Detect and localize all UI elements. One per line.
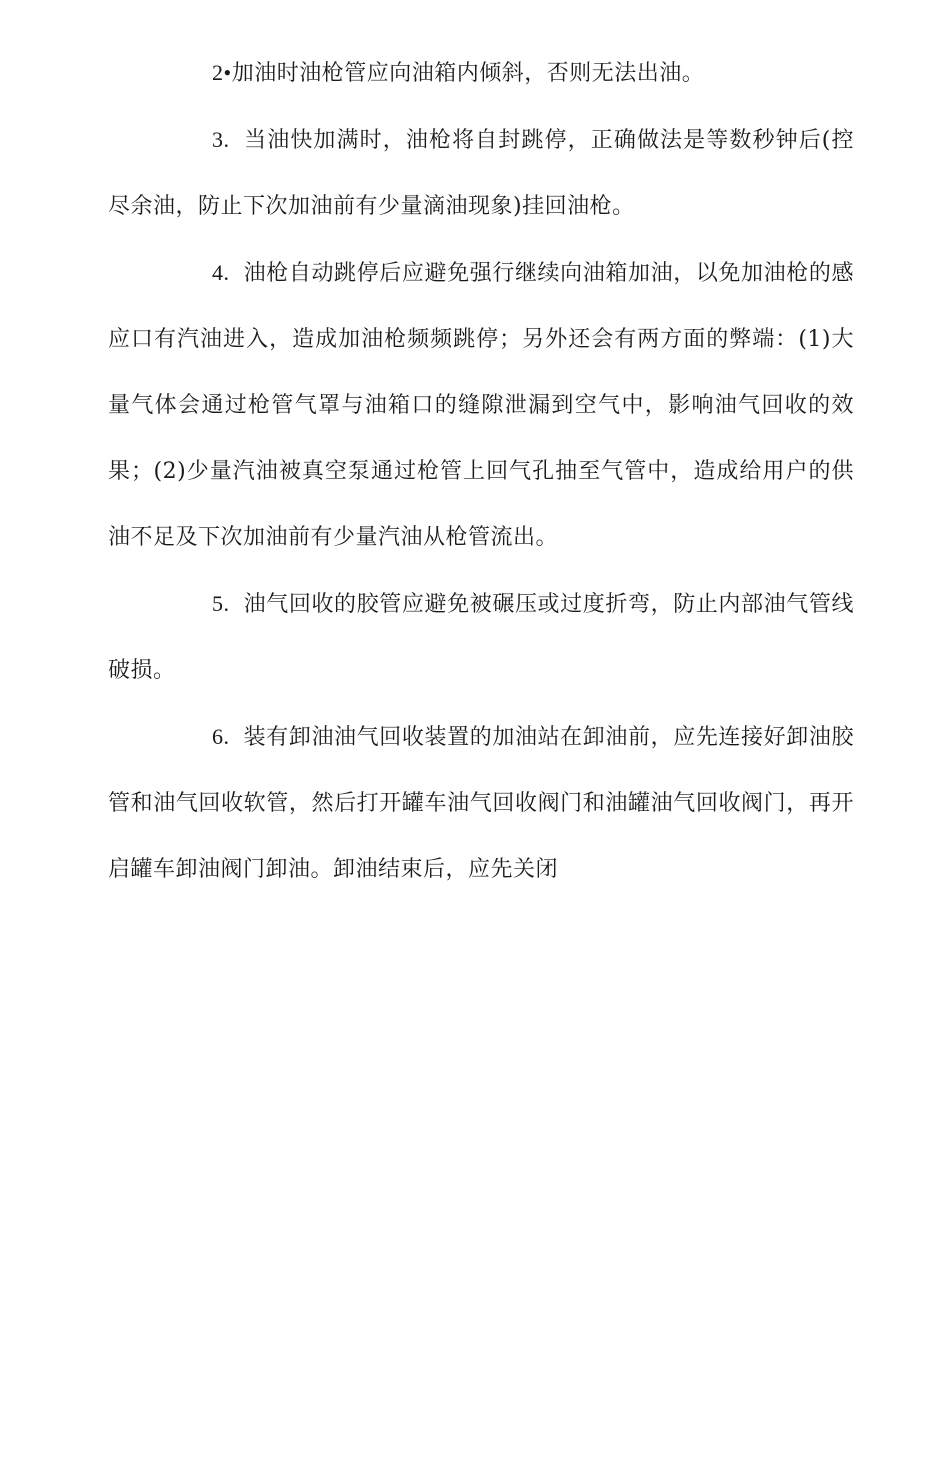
paragraph-number: 2• <box>212 60 232 85</box>
paragraph-number: 5. <box>212 591 230 616</box>
document-body <box>108 40 854 903</box>
paragraph-item-6 <box>108 704 854 903</box>
paragraph-item-5 <box>108 571 854 704</box>
paragraph-item-4 <box>108 240 854 571</box>
paragraph-item-3 <box>108 107 854 240</box>
paragraph-text: 当油快加满时，油枪将自封跳停，正确做法是等数秒钟后(控尽余油，防止下次加油前有少量滴油现象)挂回油枪。 <box>108 128 854 219</box>
paragraph-item-2 <box>108 40 854 107</box>
paragraph-number: 3. <box>212 127 230 152</box>
paragraph-text: 油气回收的胶管应避免被碾压或过度折弯，防止内部油气管线破损。 <box>108 592 854 683</box>
paragraph-text: 油枪自动跳停后应避免强行继续向油箱加油，以免加油枪的感应口有汽油进入，造成加油枪频频跳停；另外还会有两方面的弊端：(1)大量气体会通过枪管气罩与油箱口的缝隙泄漏到空气中，影响油气回收的效果；(2)少量汽油被真空泵通过枪管上回气孔抽至气管中，造成给用户的供油不足及下次加油前有少量汽油从枪管流出。 <box>108 261 854 550</box>
paragraph-number: 4. <box>212 260 230 285</box>
paragraph-text: 加油时油枪管应向油箱内倾斜，否则无法出油。 <box>231 61 705 86</box>
paragraph-number: 6. <box>212 724 230 749</box>
paragraph-text: 装有卸油油气回收装置的加油站在卸油前，应先连接好卸油胶管和油气回收软管，然后打开罐车油气回收阀门和油罐油气回收阀门，再开启罐车卸油阀门卸油。卸油结束后，应先关闭 <box>108 725 854 882</box>
